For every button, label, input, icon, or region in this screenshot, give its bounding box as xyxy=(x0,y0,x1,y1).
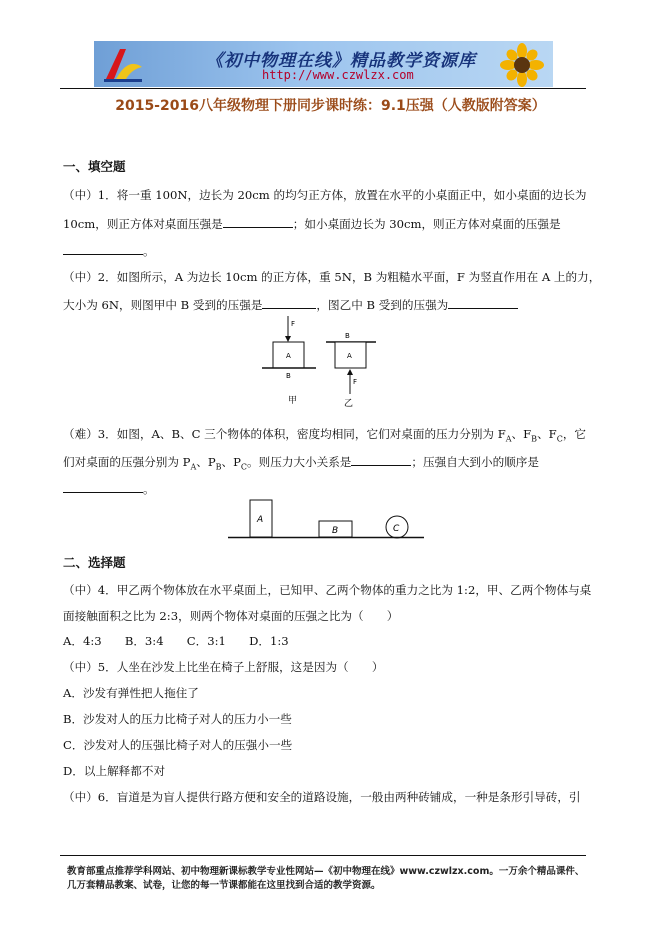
answer-blank[interactable] xyxy=(448,297,518,309)
question-4-options: A．4:3 B．3:4 C．3:1 D．1:3 xyxy=(63,634,289,648)
right-surface-label: B xyxy=(345,332,350,340)
question-5-option-d: D．以上解释都不对 xyxy=(63,764,166,778)
answer-blank[interactable] xyxy=(262,297,316,309)
question-1-line-2: 10cm，则正方体对桌面压强是 ；如小桌面边长为 30cm，则正方体对桌面的压强是 xyxy=(63,217,561,231)
answer-blank[interactable] xyxy=(63,481,143,493)
question-1-line-3: 。 xyxy=(63,243,155,258)
section-heading-fill-blank: 一、填空题 xyxy=(63,159,126,174)
figure-three-objects xyxy=(228,497,424,543)
left-caption: 甲 xyxy=(288,396,298,406)
section-heading-multiple-choice: 二、选择题 xyxy=(63,555,126,570)
question-4-line-1: （中）4．甲乙两个物体放在水平桌面上，已知甲、乙两个物体的重力之比为 1:2，甲、乙两个物体与桌 xyxy=(63,583,592,597)
question-5-option-b: B．沙发对人的压力比椅子对人的压力小一些 xyxy=(63,712,292,726)
answer-blank[interactable] xyxy=(63,243,143,255)
left-block-label: A xyxy=(286,352,291,360)
left-surface-label: B xyxy=(286,372,291,380)
question-5-option-a: A．沙发有弹性把人拖住了 xyxy=(63,686,199,700)
right-force-label: F xyxy=(353,378,358,386)
question-2-line-1: （中）2．如图所示，A 为边长 10cm 的正方体，重 5N，B 为粗糙水平面，F 为竖直作用在 A 上的力， xyxy=(63,270,601,284)
question-3-line-3: 。 xyxy=(63,481,155,496)
question-4-line-2: 面接触面积之比为 2:3，则两个物体对桌面的压强之比为（ ） xyxy=(63,609,399,623)
object-b-label: B xyxy=(332,526,339,536)
question-3-line-1: （难）3．如图，A、B、C 三个物体的体积，密度均相同，它们对桌面的压力分别为 $F_A$、$F_B$、$F_C$，它 xyxy=(63,427,587,444)
question-2-line-2: 大小为 6N，则图甲中 B 受到的压强是 ，图乙中 B 受到的压强为 xyxy=(63,297,518,312)
sunflower-icon xyxy=(497,43,547,87)
figure-pressure-setups xyxy=(258,310,388,410)
object-c-label: C xyxy=(393,524,400,534)
object-a-label: A xyxy=(257,515,264,525)
header-divider xyxy=(60,88,586,89)
footer-divider xyxy=(60,855,586,856)
footer-line-2: 几万套精品教案、试卷，让您的每一节课都能在这里找到合适的教学资源。 xyxy=(67,880,381,891)
banner-title: 《初中物理在线》精品教学资源库 xyxy=(206,51,476,71)
question-5-option-c: C．沙发对人的压强比椅子对人的压强小一些 xyxy=(63,738,293,752)
header-banner xyxy=(94,41,553,87)
banner-url[interactable]: http://www.czwlzx.com xyxy=(262,68,414,82)
answer-blank[interactable] xyxy=(223,216,293,228)
right-caption: 乙 xyxy=(344,399,354,409)
document-title: 2015-2016八年级物理下册同步课时练：9.1压强（人教版附答案） xyxy=(115,98,546,114)
question-3-line-2: 们对桌面的压强分别为 $P_A$、$P_B$、$P_C$。则压力大小关系是 ；压强自大到小的顺序是 xyxy=(63,455,539,472)
question-1-line-1: （中）1．将一重 100N，边长为 20cm 的均匀正方体，放置在水平的小桌面正中，如小桌面的边长为 xyxy=(63,188,587,202)
site-logo-icon xyxy=(102,45,144,83)
right-block-label: A xyxy=(347,352,352,360)
answer-blank[interactable] xyxy=(351,454,411,466)
question-5-stem: （中）5．人坐在沙发上比坐在椅子上舒服，这是因为（ ） xyxy=(63,660,384,674)
footer-line-1: 教育部重点推荐学科网站、初中物理新课标教学专业性网站—《初中物理在线》www.czwlzx.com。一万余个精品课件、 xyxy=(67,866,585,877)
question-6-line-1: （中）6．盲道是为盲人提供行路方便和安全的道路设施，一般由两种砖铺成，一种是条形引导砖，引 xyxy=(63,790,581,804)
left-force-label: F xyxy=(291,320,296,328)
